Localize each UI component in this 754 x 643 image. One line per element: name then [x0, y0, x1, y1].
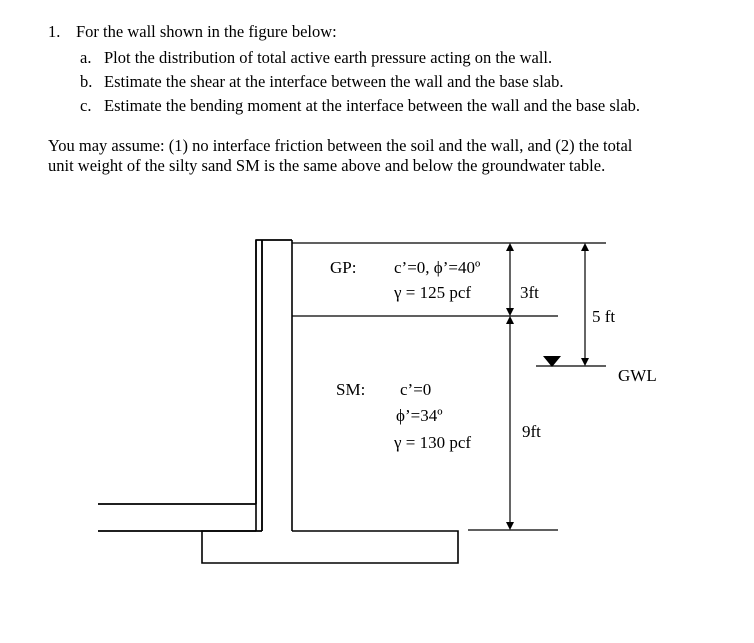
gwl-depth-label: 5 ft — [592, 307, 616, 326]
base-slab — [202, 531, 458, 563]
assumption-line-2: unit weight of the silty sand SM is the same above and below the groundwater table. — [48, 156, 606, 175]
part-a-letter: a. — [80, 48, 92, 67]
part-c-letter: c. — [80, 96, 92, 115]
gp-unit-weight: γ = 125 pcf — [394, 283, 472, 302]
problem-intro: For the wall shown in the figure below: — [76, 22, 337, 41]
part-b-text: Estimate the shear at the interface between the wall and the base slab. — [104, 72, 564, 91]
gp-label: GP: — [330, 258, 357, 277]
gwl-label: GWL — [618, 366, 657, 385]
part-c-text: Estimate the bending moment at the interface between the wall and the base slab. — [104, 96, 641, 115]
sm-thickness-label: 9ft — [522, 422, 541, 441]
part-b-letter: b. — [80, 72, 93, 91]
assumption-line-1: You may assume: (1) no interface friction between the soil and the wall, and (2) the total — [48, 136, 633, 155]
wall-stem — [98, 240, 292, 531]
sm-label: SM: — [336, 380, 366, 399]
sm-cohesion: c’=0 — [400, 380, 432, 399]
problem-number: 1. — [48, 22, 61, 41]
sm-friction: ϕ’=34º — [396, 406, 443, 425]
sm-unit-weight: γ = 130 pcf — [394, 433, 472, 452]
gp-thickness-label: 3ft — [520, 283, 539, 302]
part-a-text: Plot the distribution of total active earth pressure acting on the wall. — [104, 48, 553, 67]
gp-cohesion-friction: c’=0, ϕ’=40º — [394, 258, 481, 277]
gwl-triangle-icon — [543, 356, 561, 367]
